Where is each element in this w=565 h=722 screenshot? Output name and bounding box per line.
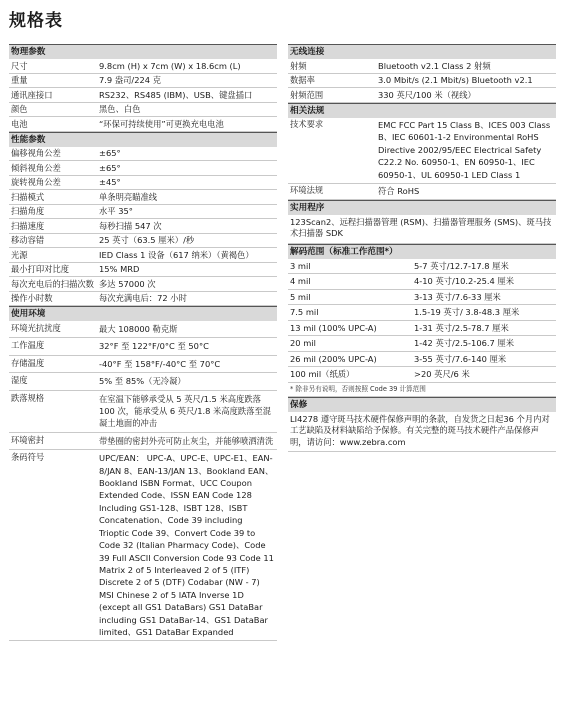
wireless-table: [288, 59, 556, 103]
environment-table: [9, 321, 277, 641]
spec-row: [9, 292, 277, 307]
spec-value: 25 英寸（63.5 厘米）/秒: [99, 235, 195, 245]
spec-value: “环保可持续使用”可更换充电电池: [99, 118, 224, 129]
spec-value: >20 英尺/6 米: [414, 369, 470, 380]
warranty-text: LI4278 遵守斑马技术硬件保修声明的条款，自发货之日起36 个月内对工艺缺陷及材料缺陷给予保修。有关完整的斑马技术硬件产品保修声明，请访问：www.zebra.com: [288, 412, 556, 453]
performance-table: [9, 147, 277, 307]
spec-label: 条码符号: [11, 452, 45, 463]
right-column: [288, 44, 556, 452]
spec-value: 3-55 英寸/7.6-140 厘米: [414, 353, 507, 364]
spec-row: [9, 373, 277, 390]
spec-label: 数据率: [290, 75, 315, 85]
spec-value: 1-31 英寸/2.5-78.7 厘米: [414, 322, 509, 333]
spec-row: [9, 248, 277, 263]
spec-value: 5% 至 85%（无冷凝）: [99, 376, 186, 387]
spec-value: 3-13 英寸/7.6-33 厘米: [414, 291, 501, 302]
spec-label: 扫描模式: [11, 191, 45, 202]
spec-label: 工作温度: [11, 340, 45, 351]
spec-label: 3 mil: [290, 260, 311, 271]
spec-row: [288, 259, 556, 275]
spec-value: 7.9 盎司/224 克: [99, 75, 161, 85]
spec-label: 颜色: [11, 104, 28, 114]
page-title: 规格表: [9, 11, 63, 31]
section-decode-range: 解码范围（标准工作范围*）: [288, 244, 556, 259]
spec-label: 操作小时数: [11, 293, 53, 303]
spec-value: UPC/EAN： UPC-A、UPC-E、UPC-E1、EAN-8/JAN 8、EAN-13/JAN 13、Bookland EAN、Bookland ISBN Format、UCC Coupon Extended Code、ISSN EAN Code 128 Including GS1-128、ISBT 128、ISBT Concatenation、Code 39 including Trioptic Code 39、Convert Code 39 to Code 32 (Italian Pharmacy Code)、Code 39 Full ASCII Conversion Code 93 Code 11 Matrix 2 of 5 Interleaved 2 of 5 (ITF) Discrete 2 of 5 (DTF) Codabar (NW - 7) MSI Chinese 2 of 5 IATA Inverse 1D (except all GS1 DataBars) GS1 DataBar including GS1 DataBar-14、GS1 DataBar limited、GS1 DataBar Expanded: [99, 453, 274, 637]
section-environment: 使用环境: [9, 306, 277, 321]
spec-value: ±65°: [99, 148, 121, 158]
spec-value: 黑色、白色: [99, 104, 141, 114]
spec-row: [9, 234, 277, 249]
section-regulatory: 相关法规: [288, 103, 556, 118]
spec-label: 移动容错: [11, 235, 45, 245]
spec-label: 13 mil (100% UPC-A): [290, 322, 377, 333]
decode-range-table: [288, 259, 556, 383]
spec-value: RS232、RS485 (IBM)、USB、键盘插口: [99, 89, 253, 100]
spec-row: [288, 74, 556, 89]
spec-row: [9, 176, 277, 191]
spec-row: [9, 321, 277, 338]
spec-label: 100 mil（纸质）: [290, 369, 355, 380]
spec-value: 在室温下能够承受从 5 英尺/1.5 米高度跌落 100 次，能承受从 6 英尺/1.8 米高度跌落至混凝土地面的冲击: [99, 393, 272, 429]
spec-label: 旋转视角公差: [11, 177, 61, 187]
spec-value: 带垫圈的密封外壳可防止灰尘，并能够喷洒清洗: [99, 435, 274, 446]
spec-row: [288, 367, 556, 383]
section-physical: 物理参数: [9, 44, 277, 59]
spec-label: 26 mil (200% UPC-A): [290, 353, 377, 364]
spec-row: [9, 117, 277, 132]
spec-value: 水平 35°: [99, 206, 133, 216]
spec-value: 符合 RoHS: [378, 186, 420, 197]
spec-value: 每次充满电后：72 小时: [99, 293, 187, 303]
spec-value: 330 英尺/100 米（视线）: [378, 89, 476, 100]
spec-row: [288, 352, 556, 368]
spec-label: 电池: [11, 118, 28, 129]
spec-label: 5 mil: [290, 291, 311, 302]
left-column: [9, 44, 277, 641]
spec-row: [9, 190, 277, 205]
spec-value: 1-42 英寸/2.5-106.7 厘米: [414, 338, 515, 349]
spec-label: 4 mil: [290, 276, 311, 287]
spec-label: 环境密封: [11, 434, 45, 445]
spec-value: ±45°: [99, 177, 121, 187]
spec-label: 20 mil: [290, 338, 316, 349]
spec-value: 4-10 英寸/10.2-25.4 厘米: [414, 276, 515, 287]
spec-value: 最大 108000 勒克斯: [99, 324, 178, 334]
spec-label: 环境法规: [290, 185, 324, 196]
spec-row: [9, 59, 277, 74]
decode-note: * 除非另有说明，否则按照 Code 39 计算范围: [288, 383, 556, 397]
spec-row: [9, 433, 277, 450]
spec-row: [9, 147, 277, 162]
spec-row: [9, 219, 277, 234]
section-utilities: 实用程序: [288, 200, 556, 215]
spec-row: [9, 74, 277, 89]
spec-row: [288, 290, 556, 306]
spec-label: 光源: [11, 249, 28, 260]
spec-row: [9, 450, 277, 641]
spec-label: 扫描角度: [11, 206, 45, 216]
spec-value: 1.5-19 英寸/ 3.8-48.3 厘米: [414, 307, 520, 318]
spec-value: 5-7 英寸/12.7-17.8 厘米: [414, 260, 509, 271]
spec-row: [9, 263, 277, 278]
spec-label: 射频范围: [290, 89, 324, 100]
spec-value: 多达 57000 次: [99, 278, 156, 289]
spec-label: 偏移视角公差: [11, 148, 61, 158]
spec-label: 最小打印对比度: [11, 264, 70, 274]
spec-row: [9, 103, 277, 118]
spec-row: [288, 305, 556, 321]
spec-label: 倾斜视角公差: [11, 162, 61, 173]
spec-value: EMC FCC Part 15 Class B、ICES 003 Class B、IEC 60601-1-2 Environmental RoHS Directive 2002/95/EEC Electrical Safety C22.2 No. 60950-1、EN 60950-1、IEC 60950-1、UL 60950-1 LED Class 1: [378, 120, 551, 180]
spec-label: 7.5 mil: [290, 307, 319, 318]
spec-row: [288, 336, 556, 352]
spec-row: [9, 205, 277, 220]
spec-value: 32°F 至 122°F/0°C 至 50°C: [99, 341, 209, 352]
spec-value: IED Class 1 设备（617 纳米）（黄褐色）: [99, 249, 254, 260]
spec-label: 技术要求: [290, 119, 324, 129]
spec-value: ±65°: [99, 162, 121, 173]
physical-table: [9, 59, 277, 132]
spec-label: 射频: [290, 60, 307, 71]
utilities-text: 123Scan2、远程扫描器管理 (RSM)、扫描器管理服务 (SMS)、斑马技术扫描器 SDK: [288, 215, 556, 244]
spec-label: 环境光抗扰度: [11, 323, 61, 333]
section-warranty: 保修: [288, 397, 556, 412]
spec-label: 扫描速度: [11, 220, 45, 231]
regulatory-table: [288, 118, 556, 200]
spec-label: 尺寸: [11, 60, 28, 71]
section-wireless: 无线连接: [288, 44, 556, 59]
spec-row: [288, 321, 556, 337]
spec-row: [288, 184, 556, 200]
spec-row: [288, 59, 556, 74]
section-performance: 性能参数: [9, 132, 277, 147]
spec-value: 15% MRD: [99, 264, 140, 274]
spec-row: [288, 274, 556, 290]
spec-row: [288, 88, 556, 103]
spec-value: 3.0 Mbit/s (2.1 Mbit/s) Bluetooth v2.1: [378, 75, 533, 85]
spec-label: 每次充电后的扫描次数: [11, 278, 94, 289]
spec-row: [9, 391, 277, 433]
spec-label: 存储温度: [11, 357, 45, 368]
spec-value: 每秒扫描 547 次: [99, 220, 162, 231]
spec-label: 跌落规格: [11, 392, 45, 403]
spec-label: 重量: [11, 75, 28, 85]
spec-row: [9, 88, 277, 103]
spec-label: 湿度: [11, 375, 28, 386]
spec-row: [9, 356, 277, 373]
spec-value: -40°F 至 158°F/-40°C 至 70°C: [99, 358, 221, 369]
spec-value: 9.8cm (H) x 7cm (W) x 18.6cm (L): [99, 60, 241, 71]
spec-value: 单条明亮瞄准线: [99, 191, 158, 202]
spec-row: [9, 277, 277, 292]
spec-value: Bluetooth v2.1 Class 2 射频: [378, 60, 491, 71]
spec-label: 通讯座接口: [11, 89, 53, 100]
spec-row: [288, 118, 556, 184]
spec-row: [9, 338, 277, 355]
spec-row: [9, 161, 277, 176]
